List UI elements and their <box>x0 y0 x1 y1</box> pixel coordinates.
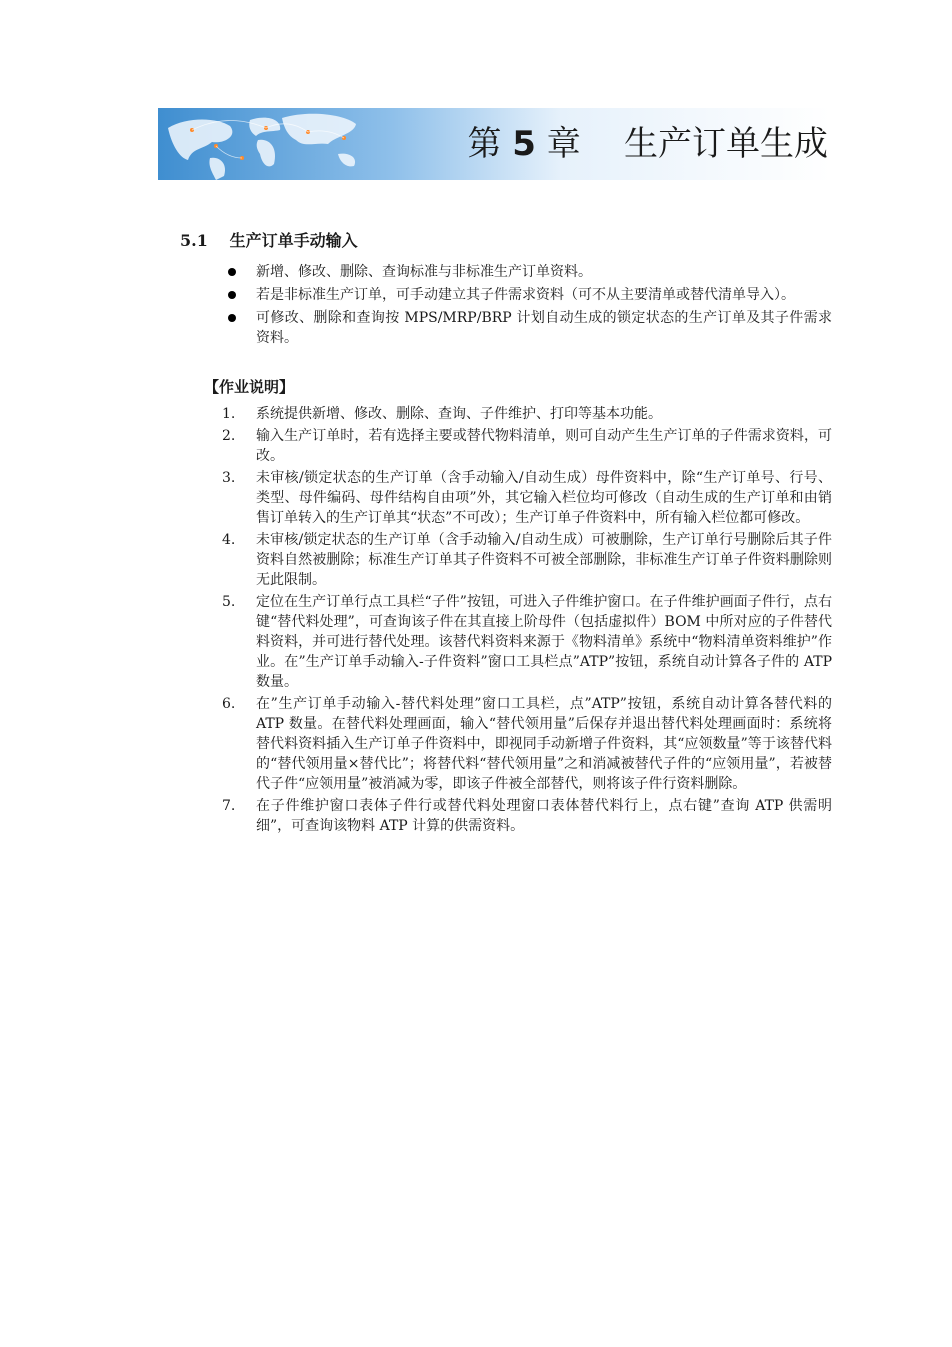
feature-bullet-list <box>228 262 832 351</box>
step-text: 输入生产订单时，若有选择主要或替代物料清单，则可自动产生生产订单的子件需求资料，可改。 <box>256 428 832 464</box>
step-text: 在”生产订单手动输入-替代料处理”窗口工具栏，点”ATP”按钮，系统自动计算各替代料的 ATP 数量。在替代料处理画面，输入“替代领用量”后保存并退出替代料处理画面时：系统将替代料资料插入生产订单子件资料中，即视同手动新增子件资料，其“应领数量”等于该替代料的“替代领用量×替代比”；将替代料“替代领用量”之和消减被替代子件的“应领用量”，若被替代子件“应领用量”被消减为零，即该子件被全部替代，则将该子件行资料删除。 <box>256 696 832 792</box>
step-item <box>222 404 832 424</box>
section-number: 5.1 <box>180 231 208 250</box>
step-item <box>222 530 832 590</box>
step-number: 2. <box>222 428 236 444</box>
bullet-dot-icon <box>228 314 236 322</box>
step-text: 定位在生产订单行点工具栏“子件”按钮，可进入子件维护窗口。在子件维护画面子件行，点右键“替代料处理”，可查询该子件在其直接上阶母件（包括虚拟件）BOM 中所对应的子件替代料资料，并可进行替代处理。该替代料资料来源于《物料清单》系统中“物料清单资料维护”作业。在”生产订单手动输入-子件资料”窗口工具栏点”ATP”按钮，系统自动计算各子件的 ATP 数量。 <box>256 594 832 690</box>
step-item <box>222 796 832 836</box>
step-item <box>222 592 832 692</box>
bullet-item <box>228 285 832 305</box>
bullet-text: 若是非标准生产订单，可手动建立其子件需求资料（可不从主要清单或替代清单导入）。 <box>256 287 795 303</box>
operation-steps-list <box>222 404 832 838</box>
chapter-suffix: 章 <box>546 124 581 164</box>
bullet-dot-icon <box>228 268 236 276</box>
step-number: 3. <box>222 470 236 486</box>
step-text: 系统提供新增、修改、删除、查询、子件维护、打印等基本功能。 <box>256 406 662 422</box>
step-number: 5. <box>222 594 236 610</box>
bullet-text: 新增、修改、删除、查询标准与非标准生产订单资料。 <box>256 264 592 280</box>
step-item <box>222 468 832 528</box>
step-number: 1. <box>222 406 236 422</box>
chapter-prefix: 第 <box>467 124 502 164</box>
bullet-dot-icon <box>228 291 236 299</box>
bullet-item <box>228 262 832 282</box>
step-number: 6. <box>222 696 236 712</box>
step-number: 4. <box>222 532 236 548</box>
chapter-name: 生产订单生成 <box>624 124 828 164</box>
operation-heading: 【作业说明】 <box>204 378 295 396</box>
section-title: 生产订单手动输入 <box>229 231 358 250</box>
chapter-number: 5 <box>512 124 536 164</box>
bullet-text: 可修改、删除和查询按 MPS/MRP/BRP 计划自动生成的锁定状态的生产订单及其子件需求资料。 <box>256 310 832 346</box>
bullet-item <box>228 308 832 348</box>
section-heading <box>180 228 358 251</box>
step-text: 在子件维护窗口表体子件行或替代料处理窗口表体替代料行上，点右键”查询 ATP 供需明细”，可查询该物料 ATP 计算的供需资料。 <box>256 798 832 834</box>
step-text: 未审核/锁定状态的生产订单（含手动输入/自动生成）母件资料中，除“生产订单号、行号、类型、母件编码、母件结构自由项”外，其它输入栏位均可修改（自动生成的生产订单和由销售订单转入的生产订单其“状态”不可改）；生产订单子件资料中，所有输入栏位都可修改。 <box>256 470 832 526</box>
step-item <box>222 426 832 466</box>
chapter-banner <box>158 108 830 180</box>
step-number: 7. <box>222 798 236 814</box>
chapter-title <box>467 122 828 166</box>
step-text: 未审核/锁定状态的生产订单（含手动输入/自动生成）可被删除，生产订单行号删除后其子件资料自然被删除；标准生产订单其子件资料不可被全部删除，非标准生产订单子件资料删除则无此限制。 <box>256 532 832 588</box>
step-item <box>222 694 832 794</box>
